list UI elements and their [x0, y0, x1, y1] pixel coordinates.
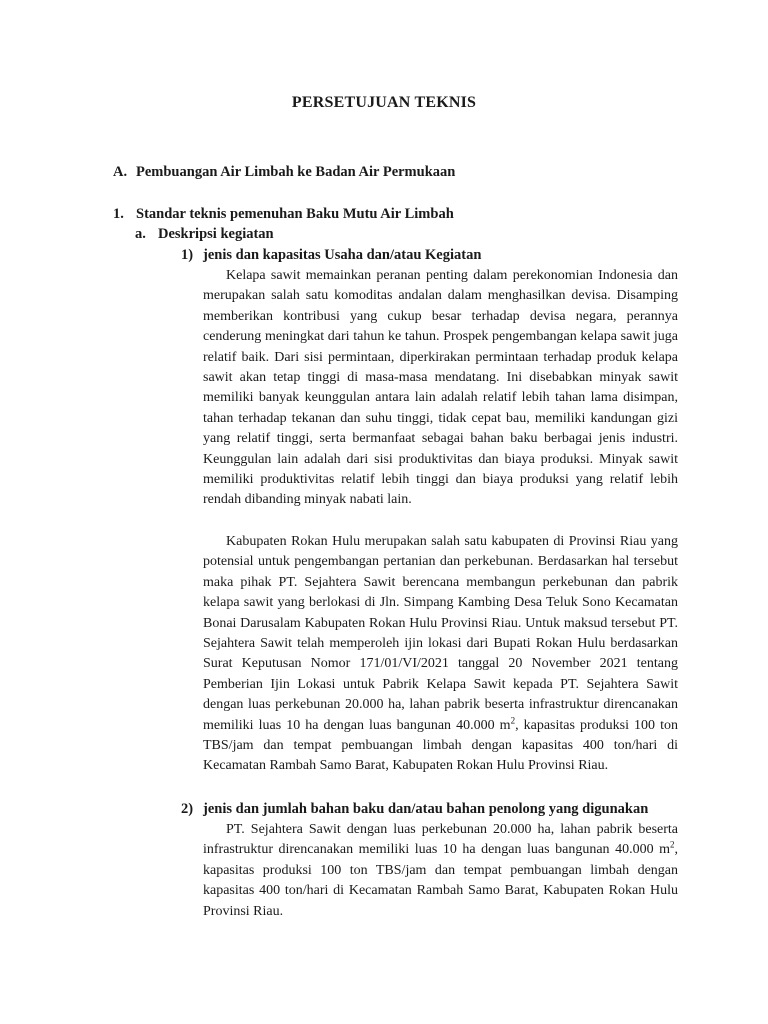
item-1-text: Standar teknis pemenuhan Baku Mutu Air Limbah: [136, 206, 454, 222]
sub-1-marker: 1): [181, 247, 194, 263]
paragraph-2-part-1: Kabupaten Rokan Hulu merupakan salah satu kabupaten di Provinsi Riau yang potensial untuk pengembangan pertanian dan perkebunan. Berdasarkan hal tersebut maka pihak PT. Sejahtera Sawit berencana membangun perkebunan dan pabrik kelapa sawit yang berlokasi di Jln. Simpang Kambing Desa Teluk Sono Kecamatan Bonai Darusalam Kabupaten Rokan Hulu Provinsi Riau. Untuk maksud tersebut PT. Sejahtera Sawit telah memperoleh ijin lokasi dari Bupati Rokan Hulu berdasarkan Surat Keputusan Nomor 171/01/VI/2021 tanggal 20 November 2021 tentang Pemberian Ijin Lokasi untuk Pabrik Kelapa Sawit kepada PT. Sejahtera Sawit dengan luas perkebunan 20.000 ha, lahan pabrik beserta infrastruktur direncanakan memiliki luas 10 ha dengan luas bangunan 40.000 m: [203, 534, 678, 733]
paragraph-3-superscript: 2: [670, 839, 675, 850]
sub-2-text: jenis dan jumlah bahan baku dan/atau bahan penolong yang digunakan: [203, 801, 649, 817]
paragraph-3-part-1: PT. Sejahtera Sawit dengan luas perkebunan 20.000 ha, lahan pabrik beserta infrastruktur direncanakan memiliki luas 10 ha dengan luas bangunan 40.000 m: [203, 822, 678, 858]
item-a-marker: a.: [135, 226, 146, 242]
section-a-heading: [113, 164, 455, 181]
paragraph-2: [203, 532, 678, 777]
paragraph-1: Kelapa sawit memainkan peranan penting dalam perekonomian Indonesia dan merupakan salah satu komoditas andalan dalam menghasilkan devisa. Disamping memberikan kontribusi yang cukup besar terhadap devisa negara, perannya cenderung meningkat dari tahun ke tahun. Prospek pengembangan kelapa sawit juga relatif baik. Dari sisi permintaan, diperkirakan permintaan terhadap produk kelapa sawit akan tetap tinggi di masa-masa mendatang. Ini disebabkan minyak sawit memiliki banyak keunggulan antara lain adalah relatif lebih tahan lama disimpan, tahan terhadap tekanan dan suhu tinggi, tidak cepat bau, memiliki kandungan gizi yang relatif tinggi, serta bermanfaat sebagai bahan baku berbagai jenis industri. Keunggulan lain adalah dari sisi produktivitas dan biaya produksi. Minyak sawit memiliki produktivitas relatif lebih tinggi dan biaya produksi yang relatif lebih rendah dibanding minyak nabati lain.: [203, 268, 678, 508]
sub-2-heading: [181, 801, 648, 818]
section-a-marker: A.: [113, 164, 128, 180]
item-a-heading: [135, 226, 274, 243]
page-title: PERSETUJUAN TEKNIS: [291, 94, 477, 111]
sub-1-text: jenis dan kapasitas Usaha dan/atau Kegiatan: [203, 247, 482, 263]
paragraph-2-part-2: , kapasitas produksi 100 ton TBS/jam dan tempat pembuangan limbah dengan kapasitas 400 ton/hari di Kecamatan Rambah Samo Barat, Kabupaten Rokan Hulu Provinsi Riau.: [203, 717, 678, 774]
item-1-marker: 1.: [113, 206, 124, 222]
paragraph-2-superscript: 2: [510, 715, 516, 725]
item-1-heading: [113, 206, 454, 223]
section-a-text: Pembuangan Air Limbah ke Badan Air Permukaan: [136, 164, 456, 180]
item-a-text: Deskripsi kegiatan: [158, 226, 274, 242]
paragraph-3: [203, 820, 678, 922]
paragraph-3-part-2: , kapasitas produksi 100 ton TBS/jam dan tempat pembuangan limbah dengan kapasitas 400 ton/hari di Kecamatan Rambah Samo Barat, Kabupaten Rokan Hulu Provinsi Riau.: [203, 842, 678, 919]
sub-1-heading: [181, 247, 481, 264]
sub-2-marker: 2): [181, 801, 194, 817]
